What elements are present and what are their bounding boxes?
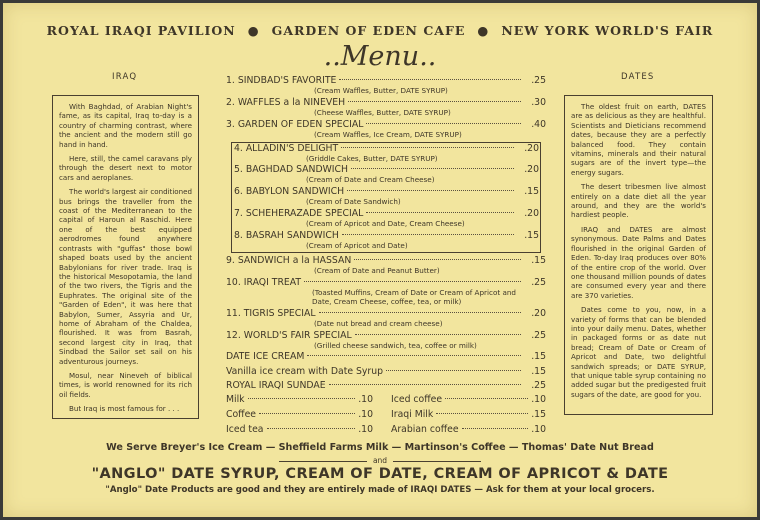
- menu-item-name: 2. WAFFLES a la NINEVEH: [226, 97, 346, 108]
- menu-item-name: 8. BASRAH SANDWICH: [234, 230, 339, 241]
- menu-item: [226, 330, 546, 351]
- menu-item-desc: (Toasted Muffins, Cream of Date or Cream of Apricot and Date, Cream Cheese, coffee, tea, or milk): [312, 288, 516, 306]
- leader-dots: [366, 212, 514, 213]
- menu-item: [234, 230, 539, 251]
- divider-rule: [279, 461, 367, 462]
- menu-item-name: 4. ALLADIN'S DELIGHT: [234, 143, 339, 154]
- header-fair: NEW YORK WORLD'S FAIR: [501, 23, 714, 38]
- menu-item-name: 5. BAGHDAD SANDWICH: [234, 164, 349, 175]
- leader-dots: [267, 428, 356, 429]
- dates-panel: [564, 95, 713, 415]
- menu-title: ..Menu..: [323, 41, 437, 72]
- menu-item-desc: (Griddle Cakes, Butter, DATE SYRUP): [306, 154, 438, 163]
- beverage-name: Arabian coffee: [391, 424, 459, 435]
- menu-item-name: 6. BABYLON SANDWICH: [234, 186, 345, 197]
- iraq-paragraph: But Iraq is most famous for . . .: [69, 404, 180, 414]
- iraq-heading: IRAQ: [112, 72, 138, 82]
- menu-item-price: .15: [531, 351, 546, 362]
- menu-item: [226, 119, 546, 140]
- iraq-panel: [52, 95, 199, 419]
- iraq-paragraph: Mosul, near Nineveh of biblical times, is world renowned for its rich oil fields.: [59, 370, 192, 399]
- menu-item-desc: (Cream of Apricot and Date): [306, 241, 408, 250]
- menu-item-desc: (Cream Waffles, Butter, DATE SYRUP): [314, 86, 448, 95]
- menu-item-price: .30: [531, 97, 546, 108]
- leader-dots: [304, 281, 521, 282]
- dates-heading: DATES: [621, 72, 655, 82]
- leader-dots: [462, 428, 529, 429]
- menu-item: [234, 143, 539, 164]
- header-cafe: GARDEN OF EDEN CAFE: [271, 23, 466, 38]
- menu-item-price: .15: [531, 255, 546, 266]
- menu-item-name: 10. IRAQI TREAT: [226, 277, 302, 288]
- menu-item-name: Vanilla ice cream with Date Syrup: [226, 366, 384, 377]
- leader-dots: [386, 370, 521, 371]
- leader-dots: [436, 413, 528, 414]
- header: [3, 23, 757, 38]
- sponsors-line: We Serve Breyer's Ice Cream — Sheffield Farms Milk — Martinson's Coffee — Thomas' Date Nut Bread: [106, 442, 654, 453]
- beverage-price: .10: [358, 394, 373, 405]
- menu-item-desc: (Cream of Apricot and Date, Cream Cheese): [306, 219, 465, 228]
- menu-item: [226, 366, 546, 378]
- menu-item-name: 1. SINDBAD'S FAVORITE: [226, 75, 337, 86]
- header-pavilion: ROYAL IRAQI PAVILION: [46, 23, 236, 38]
- beverage-name: Iraqi Milk: [391, 409, 434, 420]
- leader-dots: [445, 398, 528, 399]
- divider-rule: [393, 461, 481, 462]
- menu-item-price: .25: [531, 75, 546, 86]
- menu-item-price: .15: [531, 366, 546, 377]
- beverage-name: Iced coffee: [391, 394, 443, 405]
- menu-item-name: DATE ICE CREAM: [226, 351, 305, 362]
- menu-item-name: 9. SANDWICH a la HASSAN: [226, 255, 352, 266]
- menu-item-price: .25: [531, 277, 546, 288]
- beverage-name: Coffee: [226, 409, 257, 420]
- menu-item-desc: (Cheese Waffles, Butter, DATE SYRUP): [314, 108, 451, 117]
- beverage-item: [391, 424, 546, 436]
- and-divider: [3, 456, 757, 465]
- menu-item-name: 7. SCHEHERAZADE SPECIAL: [234, 208, 364, 219]
- menu-item: [226, 97, 546, 118]
- iraq-paragraph: With Baghdad, of Arabian Night's fame, as its capital, Iraq to-day is a country of charming contrast, where the ancient and the modern still go hand in hand.: [59, 102, 192, 149]
- and-text: and: [372, 456, 388, 465]
- menu-item-price: .20: [524, 208, 539, 219]
- beverage-name: Iced tea: [226, 424, 264, 435]
- menu-item-desc: (Cream of Date Sandwich): [306, 197, 401, 206]
- menu-item: [226, 380, 546, 392]
- iraq-paragraph: The world's largest air conditioned bus brings the traveller from the coast of the Mediterranean to the capital of Haroun al Raschid. Here one of the best equipped aerodromes found anywhere contrasts with "guffas" those bowl shaped boats used by the ancient Babylonians for river trade. Iraq is the historical Mesopotamia, the land of the two rivers, the Tigris and the Euphrates. The original site of the "Garden of Eden", it was here that Babylon, Sumer, Assyria and Ur, home of Abraham of the Chaldea, flourished. It was from Basrah, second largest city in Iraq, that Sindbad the Sailor set sail on his adventurous journeys.: [59, 187, 192, 366]
- beverage-price: .15: [531, 409, 546, 420]
- menu-item: [226, 255, 546, 276]
- menu-item-desc: (Cream of Date and Cream Cheese): [306, 175, 435, 184]
- leader-dots: [355, 334, 521, 335]
- leader-dots: [366, 123, 521, 124]
- menu-item-price: .40: [531, 119, 546, 130]
- leader-dots: [348, 101, 521, 102]
- leader-dots: [248, 398, 356, 399]
- menu-item: [234, 164, 539, 185]
- leader-dots: [329, 384, 521, 385]
- menu-item-price: .20: [524, 143, 539, 154]
- menu-item-desc: (Date nut bread and cream cheese): [314, 319, 443, 328]
- leader-dots: [354, 259, 521, 260]
- menu-item: [226, 308, 546, 329]
- beverage-item: [391, 409, 546, 421]
- menu-item-desc: (Grilled cheese sandwich, tea, coffee or milk): [314, 341, 477, 350]
- menu-item-name: 3. GARDEN OF EDEN SPECIAL: [226, 119, 364, 130]
- beverage-item: [391, 394, 546, 406]
- dates-paragraph: Dates come to you, now, in a variety of forms that can be blended into your daily menu. Dates, whether in packaged forms or as date nut bread; Cream of Date or Cream of Apricot and Date, two delightful sandwich spreads; or DATE SYRUP, that unique table syrup containing no added sugar but the predigested fruit sugars of the date, are good for you.: [571, 305, 706, 399]
- menu-item: [226, 351, 546, 363]
- beverage-item: [226, 409, 373, 421]
- leader-dots: [351, 168, 514, 169]
- menu-page: [3, 3, 757, 517]
- menu-item-price: .25: [531, 380, 546, 391]
- leader-dots: [342, 234, 514, 235]
- menu-item-name: 11. TIGRIS SPECIAL: [226, 308, 316, 319]
- leader-dots: [259, 413, 355, 414]
- beverage-price: .10: [358, 409, 373, 420]
- beverage-price: .10: [531, 424, 546, 435]
- products-line: "ANGLO" DATE SYRUP, CREAM OF DATE, CREAM OF APRICOT & DATE: [91, 466, 669, 482]
- products-note: "Anglo" Date Products are good and they are entirely made of IRAQI DATES — Ask for them at your local grocers.: [105, 485, 655, 495]
- dates-paragraph: IRAQ and DATES are almost synonymous. Date Palms and Dates flourished in the original Garden of Eden. To-day Iraq produces over 80% of the entire crop of the world. Over one thousand million pounds of dates are consumed every year and there are 370 varieties.: [571, 224, 706, 300]
- menu-item: [226, 75, 546, 96]
- beverage-item: [226, 394, 373, 406]
- leader-dots: [307, 355, 521, 356]
- menu-item-price: .15: [524, 230, 539, 241]
- header-separator-2: ●: [477, 23, 490, 38]
- beverage-price: .10: [531, 394, 546, 405]
- leader-dots: [339, 79, 521, 80]
- menu-item: [234, 186, 539, 207]
- beverage-name: Milk: [226, 394, 245, 405]
- menu-item-desc: (Cream Waffles, Ice Cream, DATE SYRUP): [314, 130, 462, 139]
- menu-item-desc: (Cream of Date and Peanut Butter): [314, 266, 440, 275]
- iraq-paragraph: Here, still, the camel caravans ply through the desert next to motor cars and aeroplanes.: [59, 154, 192, 182]
- header-separator-1: ●: [247, 23, 260, 38]
- menu-item: [234, 208, 539, 229]
- dates-paragraph: The desert tribesmen live almost entirely on a date diet all the year around, and they are the world's hardiest people.: [571, 182, 706, 220]
- menu-item-name: 12. WORLD'S FAIR SPECIAL: [226, 330, 352, 341]
- beverage-item: [226, 424, 373, 436]
- menu-item-price: .20: [531, 308, 546, 319]
- leader-dots: [341, 147, 514, 148]
- menu-item-price: .20: [524, 164, 539, 175]
- menu-item-name: ROYAL IRAQI SUNDAE: [226, 380, 326, 391]
- beverage-price: .10: [358, 424, 373, 435]
- menu-item-price: .15: [524, 186, 539, 197]
- dates-paragraph: The oldest fruit on earth, DATES are as delicious as they are healthful. Scientists and Dieticians recommend dates, because they are a perfectly balanced food. They contain vitamins, minerals and their natural sugars are of the invert type—the energy sugars.: [571, 102, 706, 177]
- menu-item: [226, 277, 546, 306]
- leader-dots: [319, 312, 521, 313]
- leader-dots: [347, 190, 514, 191]
- menu-item-price: .25: [531, 330, 546, 341]
